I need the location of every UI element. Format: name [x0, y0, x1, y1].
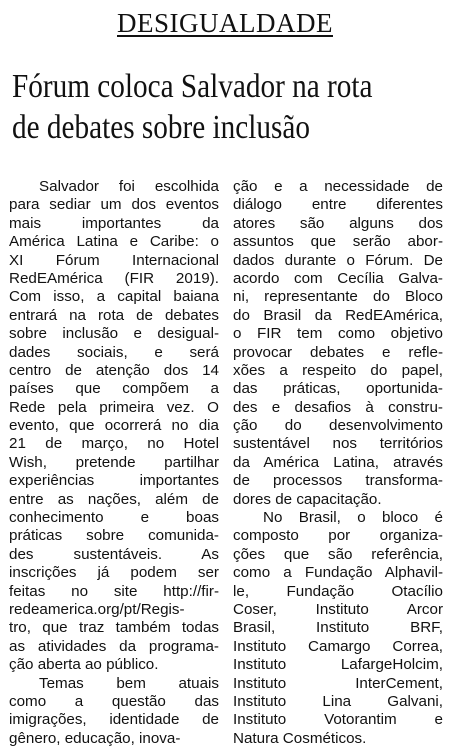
- article-line: 21 de março, no Hotel: [9, 435, 219, 453]
- article-line: le, Fundação Otacílio: [233, 582, 443, 600]
- article-line: América Latina e Caribe: o: [9, 233, 219, 251]
- article-line: assuntos que serão abor-: [233, 233, 443, 251]
- article-line: práticas sobre comunida-: [9, 527, 219, 545]
- article-line: conhecimento e boas: [9, 509, 219, 527]
- article-line: Temas bem atuais: [39, 674, 219, 692]
- article-line: Instituto Votorantim e: [233, 711, 443, 729]
- article-line: ção e a necessidade de: [233, 178, 443, 195]
- article-line: XI Fórum Internacional: [9, 251, 219, 269]
- article-line: sobre inclusão e desigual-: [9, 325, 219, 343]
- article-line: No Brasil, o bloco é: [263, 509, 443, 527]
- article-line: Instituto InterCement,: [233, 674, 443, 692]
- article-line: centro de atenção dos 14: [9, 361, 219, 379]
- article-line: imigrações, identidade de: [9, 711, 219, 729]
- article-line: des sustentáveis. As: [9, 545, 219, 563]
- article-line: Natura Cosméticos.: [233, 729, 367, 747]
- article-line: o FIR tem como objetivo: [233, 325, 443, 343]
- article-line: as atividades da programa-: [9, 637, 219, 655]
- headline-line: Fórum coloca Salvador na rota: [12, 68, 373, 105]
- article-line: entrará na rota de debates: [9, 306, 219, 324]
- article-line: experiências importantes: [9, 472, 219, 490]
- article-line: de processos transforma-: [233, 472, 443, 490]
- article-line: das práticas, oportunida-: [233, 380, 443, 398]
- article-column-right: [233, 178, 443, 748]
- article-line: Instituto Camargo Correa,: [233, 637, 443, 655]
- headline-line: de debates sobre inclusão: [12, 109, 310, 146]
- article-line: evento, que ocorrerá no dia: [9, 417, 219, 435]
- article-line: ções que são referência,: [233, 545, 443, 563]
- article-line: Brasil, Instituto BRF,: [233, 619, 443, 637]
- article-line: dores de capacitação.: [233, 490, 382, 508]
- article-line: países que compõem a: [9, 380, 219, 398]
- article-line: gênero, educação, inova-: [9, 729, 181, 747]
- section-tag: [0, 8, 450, 39]
- article-line: composto por organiza-: [233, 527, 443, 545]
- article-line: como a questão das: [9, 692, 219, 710]
- article-line: tro, que traz também todas: [9, 619, 219, 637]
- article-line: mais importantes da: [9, 214, 219, 232]
- article-line: des e desafios à constru-: [233, 398, 443, 416]
- article-line: da América Latina, através: [233, 453, 443, 471]
- article-line: Instituto Lina Galvani,: [233, 692, 443, 710]
- article-column-left: [9, 178, 219, 748]
- article-line: feitas no site http://fir-: [9, 582, 219, 600]
- article-line: para sediar um dos eventos: [9, 196, 219, 214]
- article-line: atores são alguns dos: [233, 214, 443, 232]
- article-line: entre as nações, além de: [9, 490, 219, 508]
- headline: [12, 66, 442, 148]
- article-line: acordo com Cecília Galva-: [233, 269, 443, 287]
- article-line: diálogo entre diferentes: [233, 196, 443, 214]
- section-label: DESIGUALDADE: [117, 8, 333, 38]
- article-line: xões a respeito do papel,: [233, 361, 443, 379]
- article-line: ção aberta ao público.: [9, 656, 159, 674]
- article-line: Instituto LafargeHolcim,: [233, 656, 443, 674]
- article-line: dados durante o Fórum. De: [233, 251, 443, 269]
- article-line: como a Fundação Alphavil-: [233, 564, 443, 582]
- article-line: inscrições já podem ser: [9, 564, 219, 582]
- article-line: Wish, pretende partilhar: [9, 453, 219, 471]
- article-line: Coser, Instituto Arcor: [233, 600, 443, 618]
- article-line: do Brasil da RedEAmérica,: [233, 306, 443, 324]
- article-line: dades sociais, e será: [9, 343, 219, 361]
- article-line: sustentável nos territórios: [233, 435, 443, 453]
- article-line: RedEAmérica (FIR 2019).: [9, 269, 219, 287]
- article-line: Salvador foi escolhida: [39, 178, 219, 195]
- article-line: redeamerica.org/pt/Regis-: [9, 600, 185, 618]
- article-line: Rede pela primeira vez. O: [9, 398, 219, 416]
- article-line: provocar debates e refle-: [233, 343, 443, 361]
- article-line: Com isso, a capital baiana: [9, 288, 219, 306]
- article-line: ni, representante do Bloco: [233, 288, 443, 306]
- article-line: ção do desenvolvimento: [233, 417, 443, 435]
